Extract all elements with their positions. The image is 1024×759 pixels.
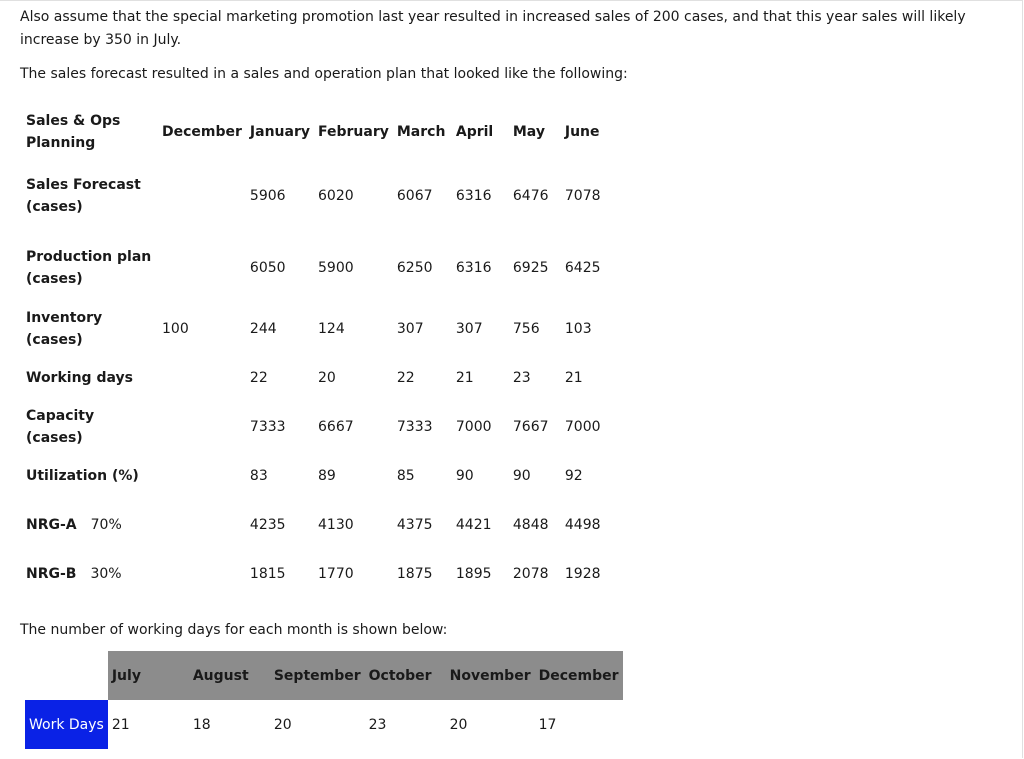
- sop-row-production-plan: [22, 232, 613, 304]
- table-cell: 7078: [564, 188, 601, 204]
- table-cell: 1875: [396, 565, 433, 582]
- table-cell: 6316: [455, 188, 492, 204]
- table-cell: 4498: [564, 516, 601, 533]
- table-cell: 103: [564, 320, 592, 337]
- table-cell: 7333: [249, 418, 286, 435]
- table-cell: 4375: [396, 516, 433, 533]
- row-label: Working days: [26, 369, 133, 386]
- sales-ops-plan-table: [22, 104, 613, 598]
- sop-header-row: [22, 104, 613, 160]
- table-cell: 18: [192, 716, 211, 733]
- sop-row-working-days: [22, 353, 613, 402]
- table-cell: 6476: [512, 188, 549, 204]
- month-header-december: December: [535, 651, 623, 700]
- row-label-cell: [22, 549, 158, 598]
- table-cell: 7667: [512, 418, 549, 435]
- table-cell: 21: [564, 369, 583, 386]
- table-cell: 100: [162, 320, 189, 337]
- work-days-label: Work Days: [25, 700, 108, 749]
- month-header-march: March: [396, 124, 446, 140]
- table-cell: 6667: [318, 418, 354, 435]
- sop-corner-label: Sales & Ops Planning: [26, 113, 121, 151]
- table-cell: 1928: [564, 565, 601, 582]
- month-header-august: August: [189, 651, 270, 700]
- table-cell: 5900: [318, 260, 354, 276]
- month-header-december: December: [162, 124, 242, 140]
- table-cell: [158, 160, 246, 232]
- row-label: Capacity (cases): [26, 407, 95, 446]
- table-cell: 124: [318, 320, 345, 337]
- table-cell: [158, 500, 246, 549]
- sop-row-inventory: [22, 304, 613, 353]
- month-header-january: January: [249, 124, 310, 140]
- product-share: 70%: [90, 516, 122, 533]
- sop-row-nrg-b: [22, 549, 613, 598]
- sop-row-nrg-a: [22, 500, 613, 549]
- row-label: Inventory (cases): [26, 309, 103, 348]
- month-header-may: May: [512, 124, 545, 140]
- table-cell: 22: [249, 369, 268, 386]
- table-cell: [158, 353, 246, 402]
- row-label: Production plan (cases): [26, 249, 152, 287]
- table-cell: 23: [512, 369, 531, 386]
- table-cell: 20: [449, 716, 468, 733]
- table-cell: 307: [455, 320, 483, 337]
- table-cell: 756: [512, 320, 540, 337]
- table-cell: 89: [318, 467, 336, 484]
- table-cell: 90: [455, 467, 474, 484]
- table-cell: 4848: [512, 516, 549, 533]
- month-header-april: April: [455, 124, 494, 140]
- month-header-october: October: [365, 651, 446, 700]
- table-cell: 1815: [249, 565, 286, 582]
- row-label: Sales Forecast (cases): [26, 177, 141, 215]
- table-cell: 85: [396, 467, 415, 484]
- sop-row-sales-forecast: [22, 160, 613, 232]
- month-header-september: September: [270, 651, 365, 700]
- work-days-header-row: [25, 651, 623, 700]
- row-label: Utilization (%): [26, 467, 139, 484]
- table-cell: 244: [249, 320, 277, 337]
- month-header-june: June: [564, 124, 600, 140]
- table-cell: [158, 549, 246, 598]
- table-cell: 23: [368, 716, 387, 733]
- table-cell: 5906: [249, 188, 286, 204]
- work-days-table: [25, 651, 623, 749]
- table-cell: 7000: [455, 418, 492, 435]
- month-header-november: November: [446, 651, 535, 700]
- table-cell: 6067: [396, 188, 433, 204]
- table-cell: 307: [396, 320, 424, 337]
- table-cell: 83: [249, 467, 268, 484]
- month-header-july: July: [108, 651, 189, 700]
- table-cell: 2078: [512, 565, 549, 582]
- table-cell: 7333: [396, 418, 433, 435]
- table-cell: 4235: [249, 516, 286, 533]
- work-days-values-row: [25, 700, 623, 749]
- table-cell: 1895: [455, 565, 492, 582]
- table-cell: 20: [273, 716, 292, 733]
- table-cell: 6316: [455, 260, 492, 276]
- assumption-paragraph: Also assume that the special marketing promotion last year resulted in increased sales of 200 cases, and that this year sales will likely increase by 350 in July.: [20, 9, 966, 48]
- product-share: 30%: [90, 565, 122, 582]
- table-cell: [158, 232, 246, 304]
- table-cell: 4421: [455, 516, 492, 533]
- blank-corner-cell: [25, 651, 108, 700]
- table-cell: 20: [318, 369, 336, 386]
- month-header-february: February: [318, 124, 389, 140]
- row-label: NRG-A: [26, 516, 77, 533]
- table-cell: 7000: [564, 418, 601, 435]
- row-label-cell: [22, 500, 158, 549]
- working-days-intro: The number of working days for each month is shown below:: [20, 622, 448, 638]
- row-label: NRG-B: [26, 565, 77, 582]
- table-cell: 17: [538, 716, 557, 733]
- table-cell: 6020: [318, 188, 354, 204]
- table-cell: 6425: [564, 260, 601, 276]
- table-cell: 92: [564, 467, 583, 484]
- table-cell: 6250: [396, 260, 433, 276]
- table-cell: 6050: [249, 260, 286, 276]
- table-cell: [158, 402, 246, 451]
- sop-row-utilization: [22, 451, 613, 500]
- table-cell: 90: [512, 467, 531, 484]
- table-cell: 22: [396, 369, 415, 386]
- sop-row-capacity: [22, 402, 613, 451]
- table-cell: 6925: [512, 260, 549, 276]
- table-cell: 21: [455, 369, 474, 386]
- table-cell: 4130: [318, 516, 354, 533]
- table-cell: [158, 451, 246, 500]
- table-cell: 21: [111, 716, 130, 733]
- plan-intro-paragraph: The sales forecast resulted in a sales and operation plan that looked like the following:: [20, 66, 628, 82]
- table-cell: 1770: [318, 565, 354, 582]
